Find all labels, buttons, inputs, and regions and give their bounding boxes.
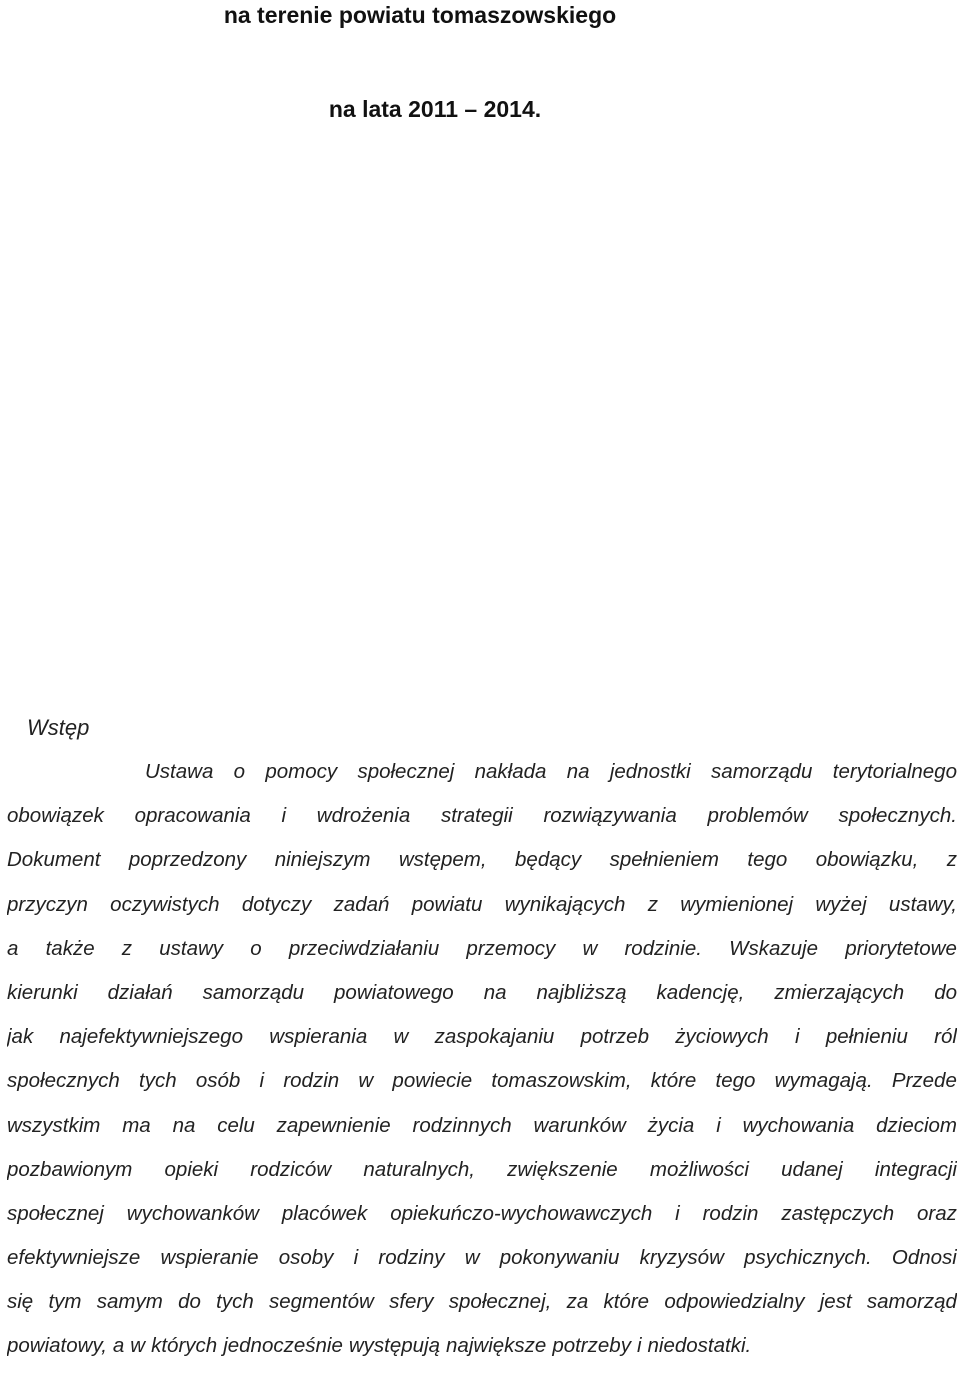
paragraph [7, 757, 957, 1376]
paragraph-line: Ustawa o pomocy społecznej nakłada na jednostki samorządu terytorialnego [145, 760, 957, 783]
paragraph-line: przyczyn oczywistych dotyczy zadań powiatu wynikających z wymienionej wyżej ustawy, [7, 892, 957, 916]
paragraph-line: wszystkim ma na celu zapewnienie rodzinnych warunków życia i wychowania dzieciom [7, 1113, 957, 1137]
document-title-line-1: na terenie powiatu tomaszowskiego [223, 2, 617, 28]
paragraph-line: społecznej wychowanków placówek opiekuńczo-wychowawczych i rodzin zastępczych oraz [7, 1201, 957, 1225]
paragraph-line: jak najefektywniejszego wspierania w zaspokajaniu potrzeb życiowych i pełnieniu ról [7, 1025, 957, 1049]
paragraph-line: kierunki działań samorządu powiatowego na najbliższą kadencję, zmierzających do [7, 980, 957, 1004]
paragraph-line: pozbawionym opieki rodziców naturalnych, zwiększenie możliwości udanej integracji [7, 1157, 957, 1181]
section-heading: Wstęp [27, 715, 90, 740]
paragraph-line: Dokument poprzedzony niniejszym wstępem, będący spełnieniem tego obowiązku, z [7, 848, 957, 872]
paragraph-line: obowiązek opracowania i wdrożenia strategii rozwiązywania problemów społecznych. [7, 804, 957, 828]
paragraph-line: społecznych tych osób i rodzin w powiecie tomaszowskim, które tego wymagają. Przede [7, 1069, 957, 1093]
document-title-line-2: na lata 2011 – 2014. [328, 96, 542, 122]
paragraph-line: a także z ustawy o przeciwdziałaniu przemocy w rodzinie. Wskazuje priorytetowe [7, 936, 957, 960]
paragraph-line: się tym samym do tych segmentów sfery społecznej, za które odpowiedzialny jest samorząd [7, 1290, 957, 1314]
paragraph-line: efektywniejsze wspieranie osoby i rodziny w pokonywaniu kryzysów psychicznych. Odnosi [7, 1246, 957, 1270]
paragraph-line: powiatowy, a w których jednocześnie występują największe potrzeby i niedostatki. [7, 1334, 752, 1358]
